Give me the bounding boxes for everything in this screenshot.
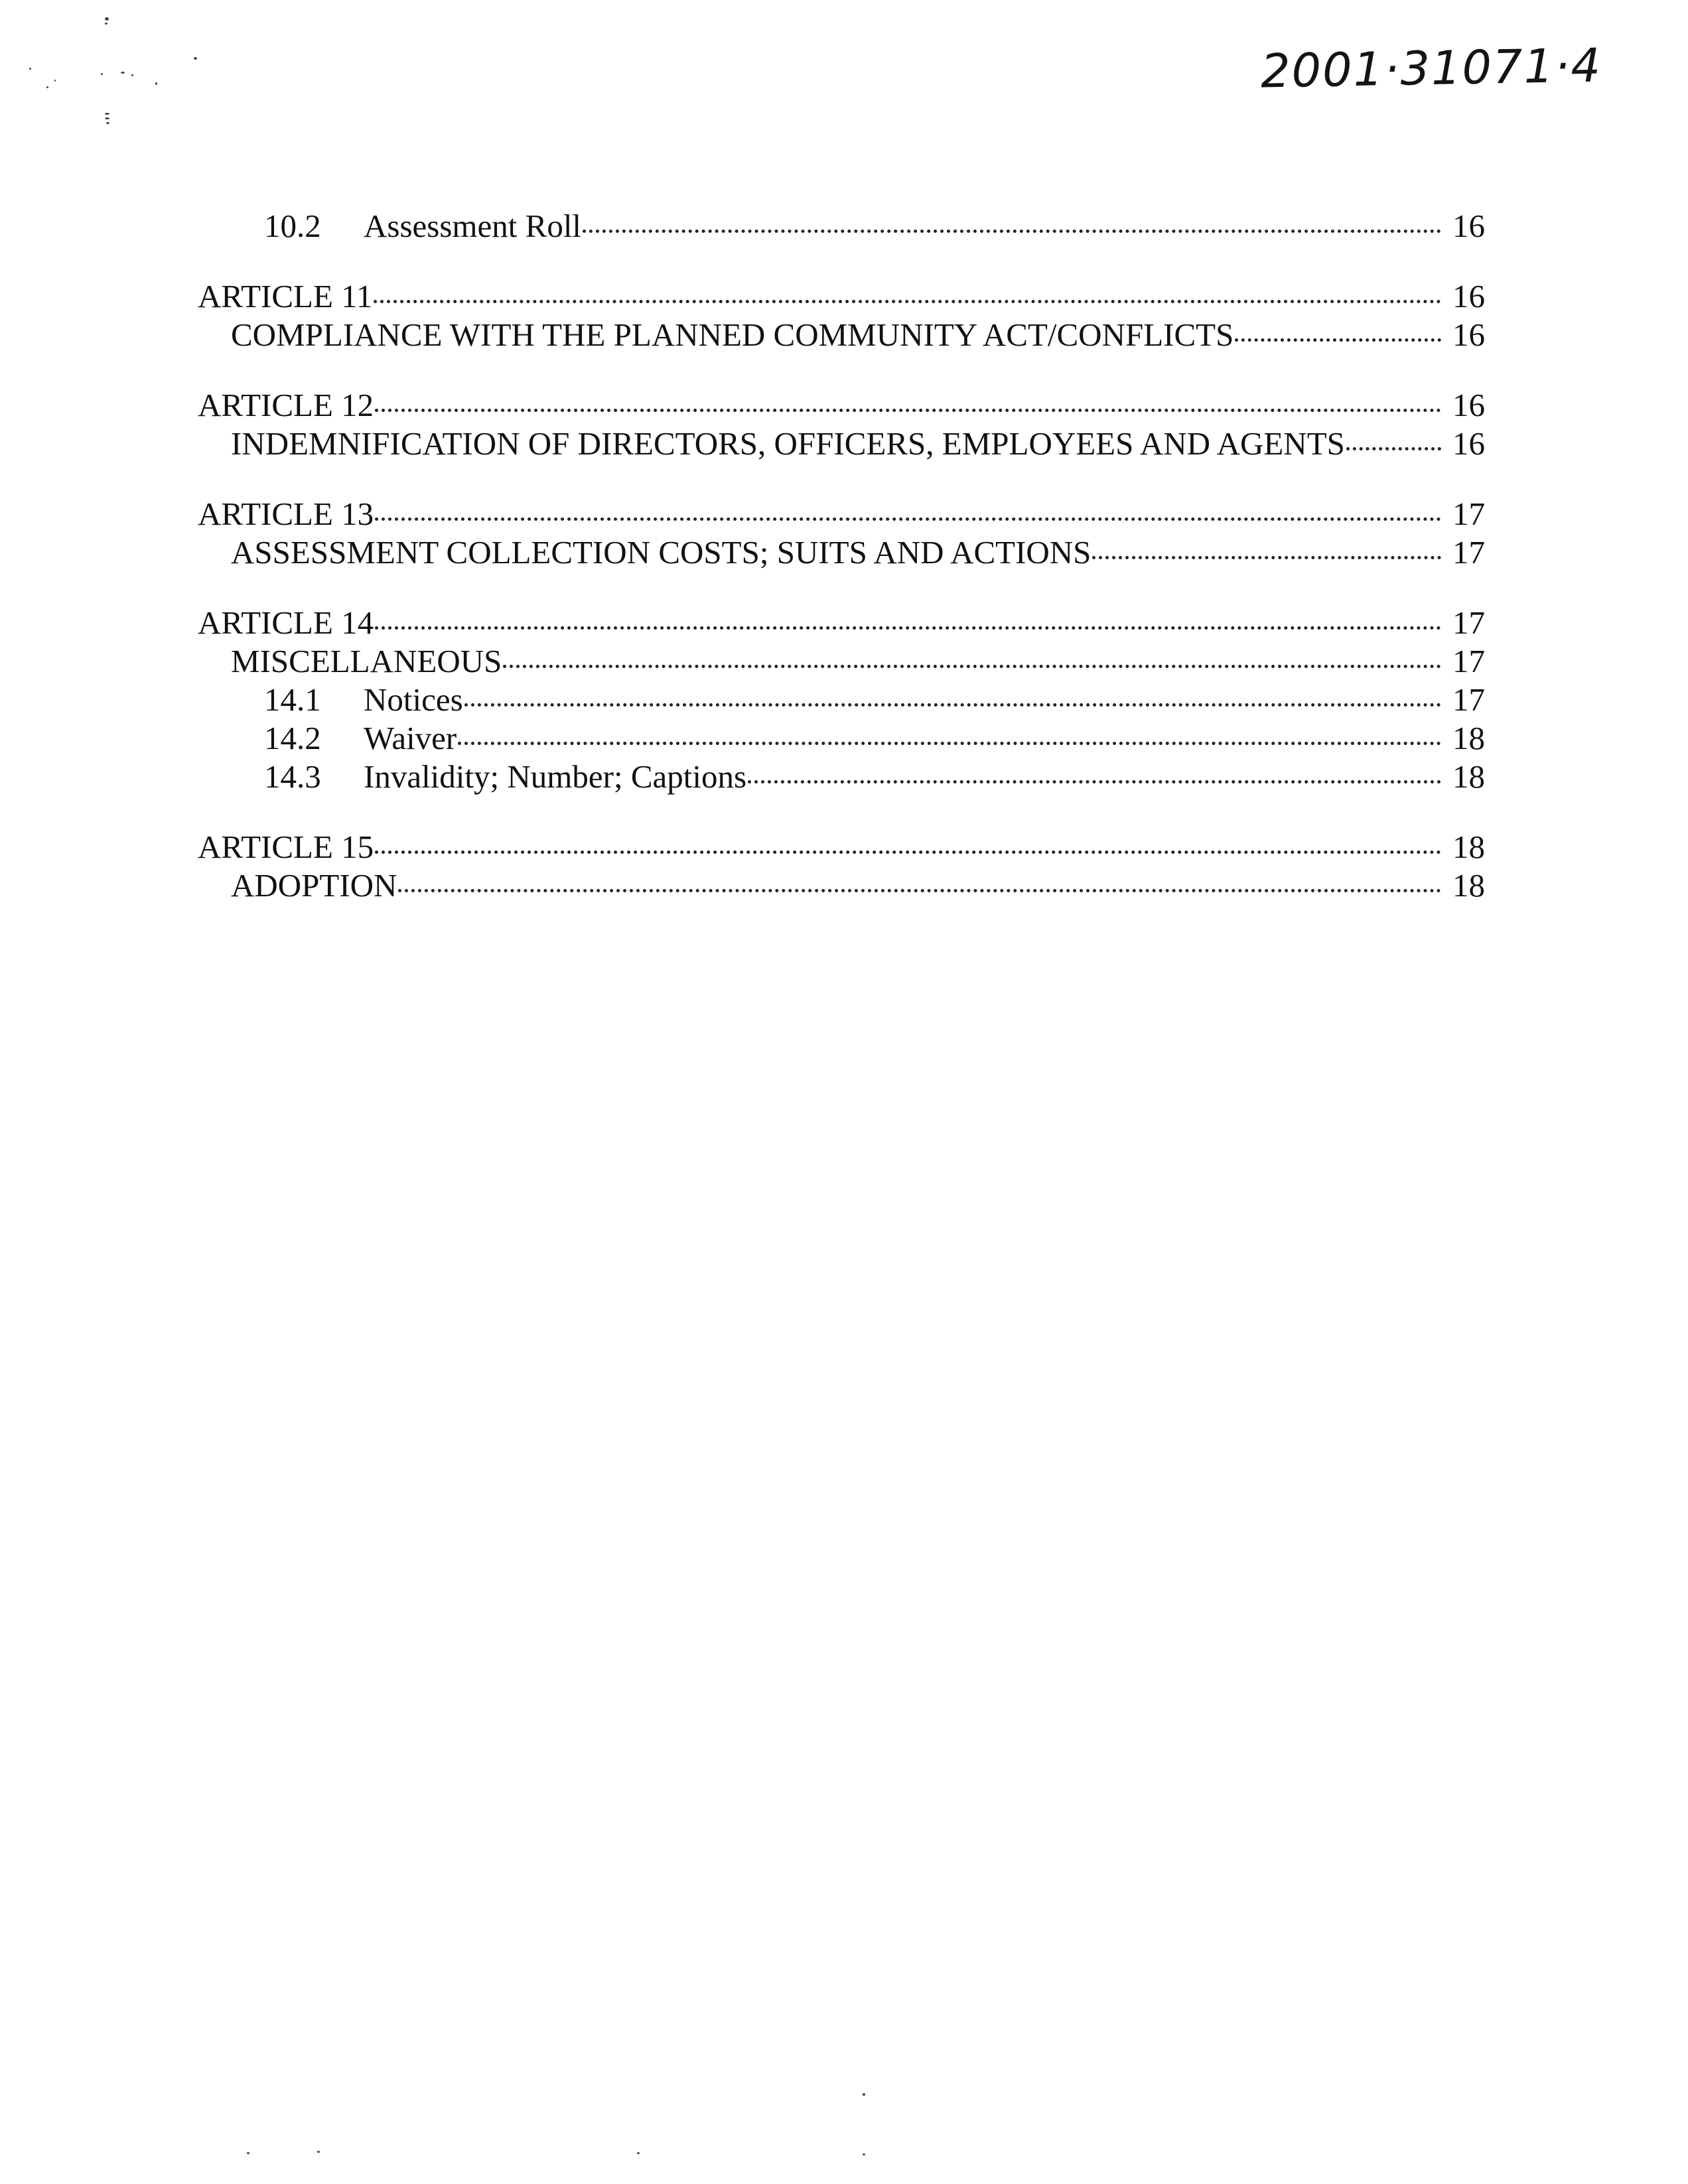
dot-leader xyxy=(375,399,1441,412)
toc-group xyxy=(198,386,1485,463)
toc-entry[interactable] xyxy=(198,866,1485,905)
toc-entry[interactable] xyxy=(198,495,1485,533)
dot-leader xyxy=(748,771,1441,784)
table-of-contents xyxy=(198,207,1485,937)
page-number: 16 xyxy=(1452,278,1485,314)
entry-title: ARTICLE 13 xyxy=(198,496,374,532)
dot-leader xyxy=(1235,329,1441,342)
page-number: 16 xyxy=(1452,208,1485,244)
entry-title: Assessment Roll xyxy=(364,208,582,244)
toc-group xyxy=(198,604,1485,796)
toc-entry[interactable] xyxy=(198,681,1485,719)
page-number: 17 xyxy=(1452,496,1485,532)
entry-title: ARTICLE 12 xyxy=(198,387,374,423)
page-number: 16 xyxy=(1452,425,1485,462)
page-number: 16 xyxy=(1452,387,1485,423)
entry-title: INDEMNIFICATION OF DIRECTORS, OFFICERS, EMPLOYEES AND AGENTS xyxy=(231,425,1345,462)
toc-group xyxy=(198,828,1485,905)
toc-entry[interactable] xyxy=(198,828,1485,866)
section-number: 10.2 xyxy=(264,208,321,244)
entry-title: Waiver xyxy=(364,720,457,756)
section-number: 14.1 xyxy=(264,681,321,718)
toc-entry[interactable] xyxy=(198,604,1485,642)
toc-entry[interactable] xyxy=(198,758,1485,796)
entry-title: ARTICLE 11 xyxy=(198,278,373,314)
dot-leader xyxy=(503,655,1441,668)
entry-title: Notices xyxy=(364,681,463,718)
dot-leader xyxy=(398,880,1441,892)
dot-leader xyxy=(458,732,1441,745)
toc-entry[interactable] xyxy=(198,386,1485,425)
dot-leader xyxy=(464,694,1441,707)
page-number: 18 xyxy=(1452,867,1485,904)
dot-leader xyxy=(374,291,1441,303)
entry-title: ASSESSMENT COLLECTION COSTS; SUITS AND ACTIONS xyxy=(231,534,1091,571)
toc-entry[interactable] xyxy=(198,207,1485,245)
page-number: 18 xyxy=(1452,758,1485,795)
entry-title: ADOPTION xyxy=(231,867,397,904)
section-number: 14.3 xyxy=(264,758,321,795)
page-number: 17 xyxy=(1452,643,1485,679)
dot-leader xyxy=(1092,547,1441,559)
toc-group xyxy=(198,207,1485,245)
entry-title: MISCELLANEOUS xyxy=(231,643,502,679)
toc-entry[interactable] xyxy=(198,425,1485,463)
entry-title: Invalidity; Number; Captions xyxy=(364,758,747,795)
dot-leader xyxy=(1346,438,1441,450)
toc-entry[interactable] xyxy=(198,533,1485,572)
dot-leader xyxy=(375,841,1441,854)
handwritten-document-id: 2001·31071·4 xyxy=(1260,38,1602,99)
entry-title: ARTICLE 14 xyxy=(198,604,374,641)
entry-title: ARTICLE 15 xyxy=(198,829,374,865)
entry-title: COMPLIANCE WITH THE PLANNED COMMUNITY ACT/CONFLICTS xyxy=(231,316,1234,353)
page-number: 16 xyxy=(1452,316,1485,353)
dot-leader xyxy=(375,617,1441,630)
scan-specks xyxy=(20,13,232,133)
toc-group xyxy=(198,495,1485,572)
dot-leader xyxy=(583,220,1441,233)
toc-entry[interactable] xyxy=(198,316,1485,354)
page-number: 17 xyxy=(1452,681,1485,718)
page-number: 18 xyxy=(1452,720,1485,756)
toc-entry[interactable] xyxy=(198,719,1485,758)
toc-group xyxy=(198,277,1485,354)
toc-entry[interactable] xyxy=(198,642,1485,681)
section-number: 14.2 xyxy=(264,720,321,756)
page-number: 17 xyxy=(1452,534,1485,571)
page-number: 17 xyxy=(1452,604,1485,641)
scan-specks-bottom xyxy=(0,2150,1688,2169)
toc-entry[interactable] xyxy=(198,277,1485,316)
dot-leader xyxy=(375,508,1441,521)
page-number: 18 xyxy=(1452,829,1485,865)
